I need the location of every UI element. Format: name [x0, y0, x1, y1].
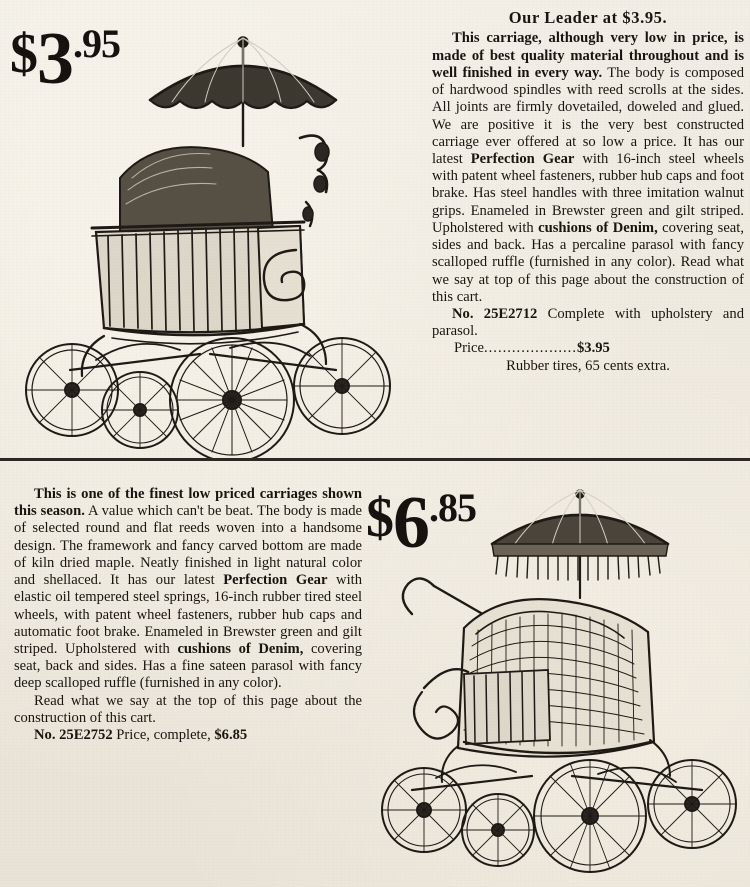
listing-body-bottom	[14, 486, 362, 693]
body-bold-perfection-gear: Perfection Gear	[470, 151, 575, 167]
body-bold-lead-bottom: This is one of the finest low priced carriages shown this season.	[14, 486, 362, 520]
catalog-number-bottom: No. 25E2752	[34, 727, 113, 744]
price-whole: 3	[37, 18, 73, 100]
body-bold-cushions-denim: cushions of Denim,	[538, 219, 658, 236]
body-bold-cushions-denim-bottom: cushions of Denim,	[177, 640, 304, 657]
listing-heading-top: Our Leader at $3.95.	[508, 8, 668, 27]
price-value-top: $3.95	[576, 340, 610, 357]
body-text-3: covering seat, sides and back. Has a percaline parasol with fancy scalloped ruffle (furnished in any color). Read what we say at top of this page about the construction of this cart.	[432, 219, 744, 305]
price-cents: .95	[73, 21, 120, 66]
illustration-carriage-bottom	[372, 478, 750, 887]
price-label-top: Price	[454, 340, 484, 357]
body-text-3-bottom: covering seat, back and sides. Has a fine sateen parasol with fancy deep scalloped ruffle (furnished in any color).	[14, 640, 362, 692]
catalog-price-bottom: $6.85	[214, 727, 248, 744]
listing-bottom	[0, 462, 750, 887]
body-text-2: with 16-inch steel wheels with patent wheel fasteners, rubber hub caps and foot brake. Has steel handles with three imitation walnut grips. Enameled in Brewster green and gilt striped. Upholstered with	[432, 151, 745, 236]
section-divider	[0, 458, 750, 461]
price-dollar-sign: $	[366, 487, 393, 549]
catalog-number-line-top	[432, 306, 744, 340]
listing-copy-bottom	[14, 486, 362, 744]
catalog-tail-bottom: Price, complete,	[112, 727, 215, 744]
body-bold-lead: This carriage, although very low in price, is made of best quality material throughout and is well finished in every way.	[432, 30, 744, 81]
listing-copy-top	[432, 8, 744, 375]
price-dots-top: ....................	[484, 340, 577, 357]
catalog-tail-top: Complete with upholstery and parasol.	[432, 305, 744, 340]
body-text-2-bottom: with elastic oil tempered steel springs, 16-inch rubber tired steel wheels, with patent wheel fasteners, rubber hub caps and automatic foot brake. Enameled in Brewster green and gilt striped. Upholstered with	[14, 572, 362, 657]
rubber-tires-note: Rubber tires, 65 cents extra.	[506, 357, 670, 374]
illustration-carriage-top	[0, 18, 430, 458]
listing-body-top	[432, 30, 744, 306]
price-cents: .85	[429, 485, 476, 530]
price-dollar-sign: $	[10, 23, 37, 85]
catalog-number-top: No. 25E2712	[452, 305, 538, 322]
price-line-top	[432, 340, 744, 357]
body-bold-perfection-gear-bottom: Perfection Gear	[223, 572, 328, 589]
catalog-number-line-bottom	[14, 727, 362, 744]
body-text-1-bottom: A value which can't be beat. The body is made of selected round and flat reeds woven into a handsome design. The framework and fancy carved bottom are made of kiln dried maple. Neatly finished in light natural color and shellaced. It has our latest	[14, 503, 362, 589]
listing-body-bottom-2: Read what we say at the top of this page about the construction of this cart.	[14, 692, 362, 726]
body-text-1: The body is composed of hardwood spindles with reed scrolls at the sides. All joints are firmly dovetailed, doweled and glued. We are positive it is the very best constructed carriage ever offered at so low a price. It has our latest	[432, 64, 744, 167]
price-whole: 6	[393, 482, 429, 564]
